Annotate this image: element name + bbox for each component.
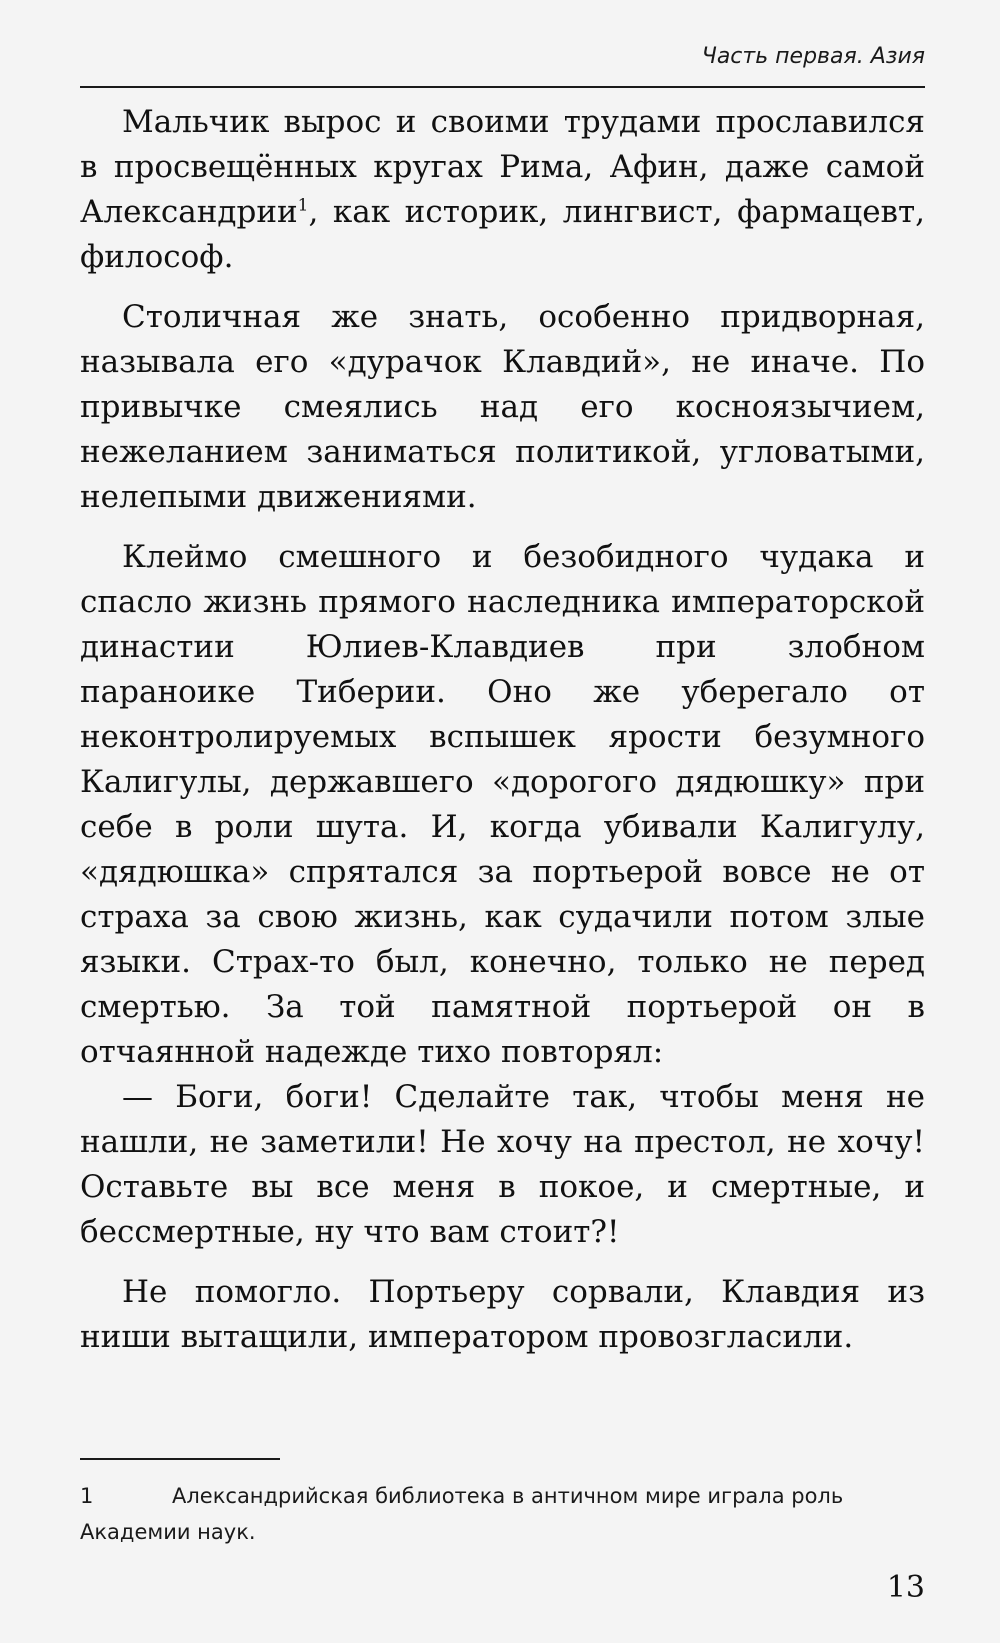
- header-rule: [80, 86, 925, 88]
- main-text: [80, 100, 925, 1360]
- paragraph-3: Клеймо смешного и безобидного чудака и спасло жизнь прямого наследника императорской династии Юлиев-Клавдиев при злобном параноике Тиберии. Оно же уберегало от неконтролируемых вспышек ярости безумного Калигулы, державшего «дорогого дядюшку» при себе в роли шута. И, когда убивали Калигулу, «дядюшка» спрятался за портьерой вовсе не от страха за свою жизнь, как судачили потом злые языки. Страх-то был, конечно, только не перед смертью. За той памятной портьерой он в отчаянной надежде тихо повторял:: [80, 539, 925, 1070]
- paragraph-4-dialogue: — Боги, боги! Сделайте так, чтобы меня не нашли, не заметили! Не хочу на престол, не хочу! Оставьте вы все меня в покое, и смертные, и бессмертные, ну что вам стоит?!: [80, 1079, 925, 1250]
- paragraph-1: [80, 100, 925, 280]
- paragraph-1-before-text: Мальчик вырос и своими трудами прославился в просвещённых кругах Рима, Афин, даже самой Александрии: [80, 104, 925, 230]
- footnote-number: 1: [80, 1484, 94, 1508]
- footnote-text: Александрийская библиотека в античном мире играла роль Академии наук.: [80, 1484, 844, 1544]
- footnote-rule: [80, 1458, 280, 1460]
- page-number: 13: [886, 1570, 925, 1605]
- paragraph-5: Не помогло. Портьеру сорвали, Клавдия из ниши вытащили, императором провозгласили.: [80, 1274, 925, 1355]
- running-header: Часть первая. Азия: [701, 44, 925, 69]
- paragraph-1-after-text: , как историк, лингвист, фармацевт, философ.: [80, 194, 925, 275]
- footnote: [80, 1478, 925, 1550]
- footnote-reference: 1: [297, 195, 309, 216]
- paragraph-2: Столичная же знать, особенно придворная, называла его «дурачок Клавдий», не иначе. По привычке смеялись над его косноязычием, нежеланием заниматься политикой, угловатыми, нелепыми движениями.: [80, 299, 925, 515]
